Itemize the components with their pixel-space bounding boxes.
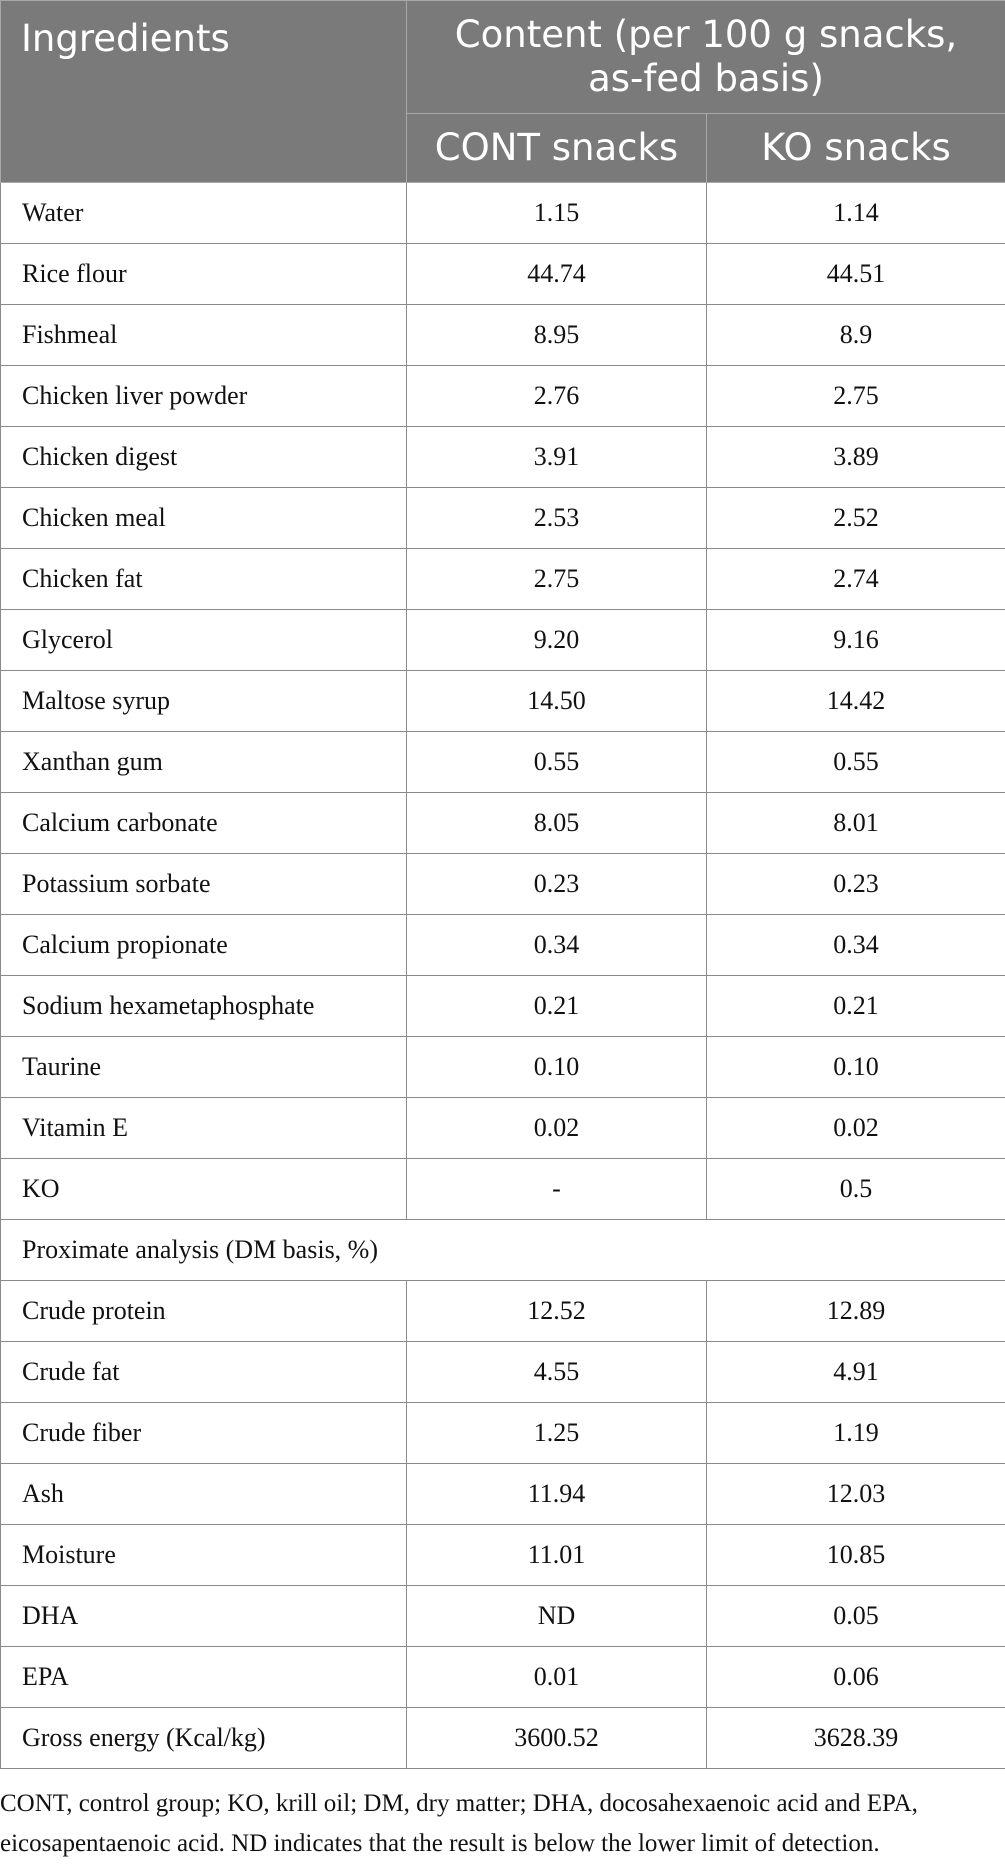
ko-value: 0.02 — [707, 1098, 1005, 1159]
table-row — [1, 915, 1005, 976]
ingredient-name: Calcium propionate — [1, 915, 407, 976]
cont-value: 0.21 — [407, 976, 707, 1037]
cont-value: 12.52 — [407, 1281, 707, 1342]
table-row — [1, 1464, 1005, 1525]
table-row — [1, 854, 1005, 915]
ko-value: 4.91 — [707, 1342, 1005, 1403]
ingredient-name: Taurine — [1, 1037, 407, 1098]
cont-value: 2.75 — [407, 549, 707, 610]
table-row — [1, 488, 1005, 549]
ko-value: 2.52 — [707, 488, 1005, 549]
ingredient-name: Chicken digest — [1, 427, 407, 488]
ko-value: 3.89 — [707, 427, 1005, 488]
ko-value: 44.51 — [707, 244, 1005, 305]
table-row — [1, 305, 1005, 366]
cont-value: 0.02 — [407, 1098, 707, 1159]
cont-value: 11.94 — [407, 1464, 707, 1525]
table-row — [1, 1159, 1005, 1220]
table-row — [1, 1586, 1005, 1647]
table-body — [1, 183, 1005, 1769]
cont-value: 0.01 — [407, 1647, 707, 1708]
ko-value: 12.03 — [707, 1464, 1005, 1525]
cont-value: 11.01 — [407, 1525, 707, 1586]
table-row — [1, 610, 1005, 671]
cont-value: 0.10 — [407, 1037, 707, 1098]
ingredient-name: Potassium sorbate — [1, 854, 407, 915]
section-row — [1, 1220, 1005, 1281]
table-row — [1, 1647, 1005, 1708]
analysis-name: Gross energy (Kcal/kg) — [1, 1708, 407, 1769]
ingredient-name: KO — [1, 1159, 407, 1220]
cont-value: 0.23 — [407, 854, 707, 915]
cont-value: 14.50 — [407, 671, 707, 732]
table-row — [1, 793, 1005, 854]
ingredient-name: Chicken meal — [1, 488, 407, 549]
table-row — [1, 1281, 1005, 1342]
table-row — [1, 549, 1005, 610]
ko-value: 0.10 — [707, 1037, 1005, 1098]
cont-value: 1.15 — [407, 183, 707, 244]
cont-value: 8.05 — [407, 793, 707, 854]
ingredient-name: Chicken liver powder — [1, 366, 407, 427]
cont-value: 3.91 — [407, 427, 707, 488]
table-row — [1, 1403, 1005, 1464]
ingredient-name: Fishmeal — [1, 305, 407, 366]
ingredient-name: Sodium hexametaphosphate — [1, 976, 407, 1037]
ko-value: 10.85 — [707, 1525, 1005, 1586]
cont-value: 2.53 — [407, 488, 707, 549]
ko-value: 14.42 — [707, 671, 1005, 732]
ko-value: 1.14 — [707, 183, 1005, 244]
analysis-name: Ash — [1, 1464, 407, 1525]
analysis-name: EPA — [1, 1647, 407, 1708]
ingredient-name: Vitamin E — [1, 1098, 407, 1159]
analysis-name: Crude fiber — [1, 1403, 407, 1464]
cont-value: 44.74 — [407, 244, 707, 305]
cont-value: 0.55 — [407, 732, 707, 793]
ko-value: 1.19 — [707, 1403, 1005, 1464]
header-cont-snacks: CONT snacks — [407, 114, 707, 183]
section-label: Proximate analysis (DM basis, %) — [1, 1220, 1005, 1281]
analysis-name: Moisture — [1, 1525, 407, 1586]
ko-value: 0.06 — [707, 1647, 1005, 1708]
table-row — [1, 183, 1005, 244]
table-row — [1, 1342, 1005, 1403]
ingredient-name: Calcium carbonate — [1, 793, 407, 854]
table-row — [1, 427, 1005, 488]
ko-value: 3628.39 — [707, 1708, 1005, 1769]
table-row — [1, 671, 1005, 732]
ingredient-name: Chicken fat — [1, 549, 407, 610]
cont-value: 0.34 — [407, 915, 707, 976]
table-row — [1, 1037, 1005, 1098]
ingredient-name: Glycerol — [1, 610, 407, 671]
ko-value: 0.05 — [707, 1586, 1005, 1647]
ingredient-name: Maltose syrup — [1, 671, 407, 732]
ko-value: 0.34 — [707, 915, 1005, 976]
ingredient-name: Xanthan gum — [1, 732, 407, 793]
cont-value: 1.25 — [407, 1403, 707, 1464]
cont-value: - — [407, 1159, 707, 1220]
table-header — [1, 1, 1005, 183]
header-content-group: Content (per 100 g snacks, as-fed basis) — [407, 1, 1005, 114]
cont-value: 4.55 — [407, 1342, 707, 1403]
analysis-name: Crude protein — [1, 1281, 407, 1342]
ko-value: 0.23 — [707, 854, 1005, 915]
table-row — [1, 244, 1005, 305]
cont-value: 3600.52 — [407, 1708, 707, 1769]
ko-value: 8.9 — [707, 305, 1005, 366]
ko-value: 8.01 — [707, 793, 1005, 854]
cont-value: 9.20 — [407, 610, 707, 671]
table-row — [1, 976, 1005, 1037]
table-row — [1, 1098, 1005, 1159]
analysis-name: Crude fat — [1, 1342, 407, 1403]
ingredient-name: Water — [1, 183, 407, 244]
ko-value: 2.75 — [707, 366, 1005, 427]
ko-value: 0.21 — [707, 976, 1005, 1037]
analysis-name: DHA — [1, 1586, 407, 1647]
table-row — [1, 732, 1005, 793]
table-row — [1, 1525, 1005, 1586]
table-row — [1, 366, 1005, 427]
ko-value: 2.74 — [707, 549, 1005, 610]
ingredient-name: Rice flour — [1, 244, 407, 305]
header-ko-snacks: KO snacks — [707, 114, 1005, 183]
cont-value: ND — [407, 1586, 707, 1647]
ko-value: 0.5 — [707, 1159, 1005, 1220]
cont-value: 8.95 — [407, 305, 707, 366]
cont-value: 2.76 — [407, 366, 707, 427]
table-footnote: CONT, control group; KO, krill oil; DM, dry matter; DHA, docosahexaenoic acid and EPA, eicosapentaenoic acid. ND indicates that the result is below the lower limit of detection. — [0, 1790, 918, 1857]
ko-value: 0.55 — [707, 732, 1005, 793]
ko-value: 9.16 — [707, 610, 1005, 671]
ko-value: 12.89 — [707, 1281, 1005, 1342]
table-row — [1, 1708, 1005, 1769]
header-ingredients: Ingredients — [1, 1, 407, 183]
